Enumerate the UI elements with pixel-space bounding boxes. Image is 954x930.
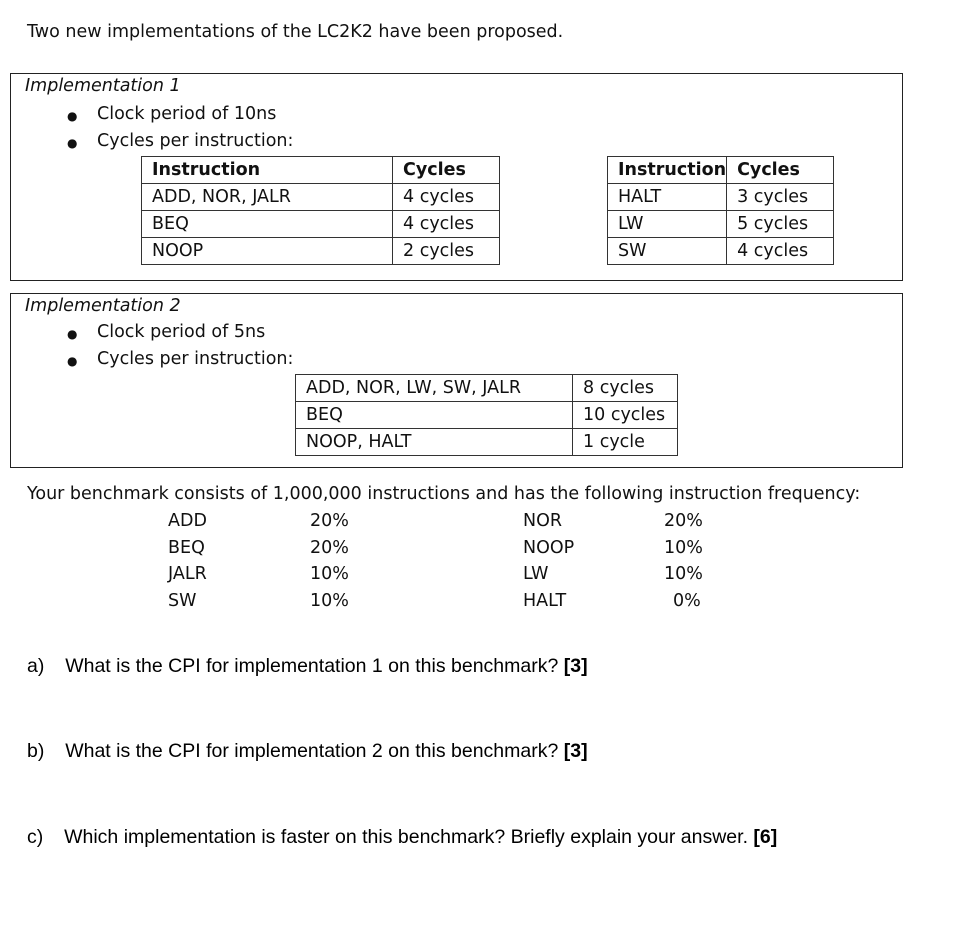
table-cell: 8 cycles	[573, 375, 678, 402]
frequency-percent: 0%	[673, 591, 701, 611]
frequency-percent: 10%	[310, 564, 349, 584]
impl2-cycles-table	[295, 374, 678, 456]
table-cell: NOOP	[142, 238, 393, 265]
question-text: What is the CPI for implementation 2 on this benchmark?	[65, 740, 559, 762]
frequency-instruction: ADD	[168, 511, 207, 531]
question-label: a)	[27, 655, 45, 677]
impl2-cycles-label: Cycles per instruction:	[97, 349, 294, 369]
bullet-icon: ●	[67, 327, 78, 341]
bullet-icon: ●	[67, 136, 78, 150]
table-header-cell: Cycles	[393, 157, 500, 184]
table-cell: 5 cycles	[727, 211, 834, 238]
frequency-percent: 10%	[664, 538, 703, 558]
impl1-cycles-table-b	[607, 156, 834, 265]
table-cell: 1 cycle	[573, 429, 678, 456]
frequency-instruction: BEQ	[168, 538, 205, 558]
frequency-percent: 20%	[310, 511, 349, 531]
frequency-percent: 20%	[310, 538, 349, 558]
question-b	[27, 740, 588, 763]
table-cell: 4 cycles	[393, 211, 500, 238]
table-row	[296, 402, 678, 429]
bullet-icon: ●	[67, 109, 78, 123]
question-label: b)	[27, 740, 45, 762]
frequency-instruction: LW	[523, 564, 549, 584]
table-cell: ADD, NOR, LW, SW, JALR	[296, 375, 573, 402]
frequency-instruction: HALT	[523, 591, 567, 611]
bullet-icon: ●	[67, 354, 78, 368]
frequency-percent: 10%	[664, 564, 703, 584]
table-row	[608, 184, 834, 211]
question-c	[27, 826, 777, 849]
question-text: Which implementation is faster on this benchmark? Briefly explain your answer.	[64, 826, 748, 848]
table-row	[296, 429, 678, 456]
table-header-cell: Instruction	[608, 157, 727, 184]
table-cell: HALT	[608, 184, 727, 211]
intro-text: Two new implementations of the LC2K2 have been proposed.	[27, 22, 564, 42]
implementation-2-title: Implementation 2	[25, 296, 181, 316]
frequency-instruction: NOR	[523, 511, 563, 531]
implementation-1-box	[10, 73, 903, 281]
table-cell: BEQ	[296, 402, 573, 429]
frequency-percent: 10%	[310, 591, 349, 611]
table-header-row	[142, 157, 500, 184]
impl1-cycles-table-a	[141, 156, 500, 265]
table-cell: SW	[608, 238, 727, 265]
question-points: [6]	[753, 826, 778, 848]
question-points: [3]	[563, 740, 588, 762]
table-row	[142, 184, 500, 211]
frequency-instruction: SW	[168, 591, 197, 611]
table-cell: 3 cycles	[727, 184, 834, 211]
table-cell: BEQ	[142, 211, 393, 238]
table-row	[142, 238, 500, 265]
table-cell: NOOP, HALT	[296, 429, 573, 456]
question-text: What is the CPI for implementation 1 on this benchmark?	[65, 655, 559, 677]
benchmark-text: Your benchmark consists of 1,000,000 instructions and has the following instruction frequency:	[27, 484, 861, 504]
question-a	[27, 655, 588, 678]
frequency-percent: 20%	[664, 511, 703, 531]
frequency-instruction: NOOP	[523, 538, 575, 558]
table-row	[608, 211, 834, 238]
impl1-cycles-label: Cycles per instruction:	[97, 131, 294, 151]
impl2-clock-period: Clock period of 5ns	[97, 322, 266, 342]
table-row	[296, 375, 678, 402]
table-cell: 4 cycles	[727, 238, 834, 265]
table-row	[142, 211, 500, 238]
table-header-cell: Cycles	[727, 157, 834, 184]
question-label: c)	[27, 826, 44, 848]
question-points: [3]	[563, 655, 588, 677]
table-cell: 4 cycles	[393, 184, 500, 211]
table-header-cell: Instruction	[142, 157, 393, 184]
implementation-2-box	[10, 293, 903, 468]
table-row	[608, 238, 834, 265]
table-cell: ADD, NOR, JALR	[142, 184, 393, 211]
table-cell: 10 cycles	[573, 402, 678, 429]
table-cell: 2 cycles	[393, 238, 500, 265]
table-cell: LW	[608, 211, 727, 238]
frequency-instruction: JALR	[168, 564, 207, 584]
implementation-1-title: Implementation 1	[25, 76, 181, 96]
impl1-clock-period: Clock period of 10ns	[97, 104, 277, 124]
table-header-row	[608, 157, 834, 184]
